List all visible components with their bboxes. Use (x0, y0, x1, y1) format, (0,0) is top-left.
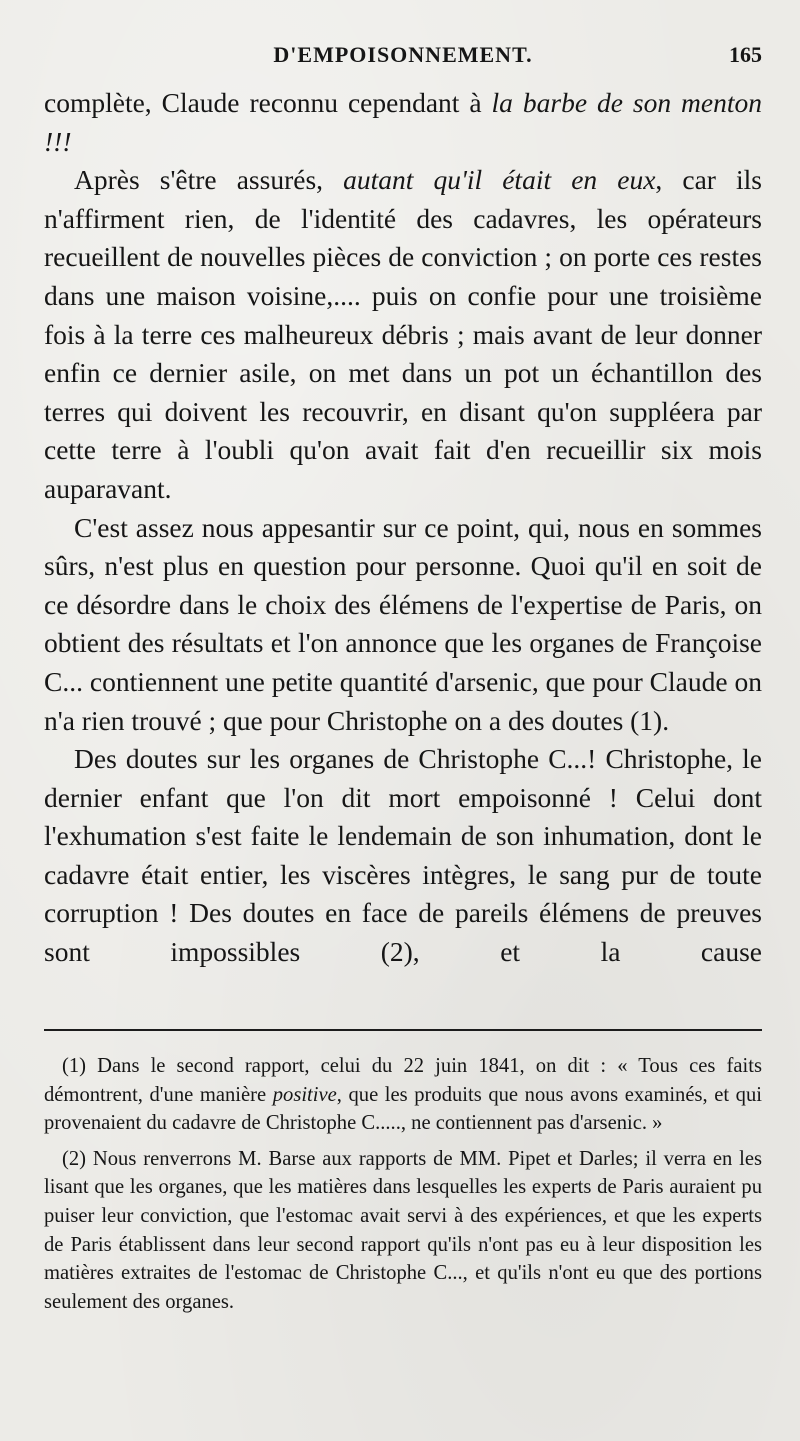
main-text (44, 84, 762, 972)
footnote-rule (44, 1029, 762, 1031)
footnote-text: , que les produits que nous avons examinés, et qui provenaient du cadavre de Christophe C....., ne contiennent pas d'arsenic. » (44, 1083, 762, 1135)
footnote (44, 1052, 762, 1138)
footnote-text: (1) Dans le second rapport, celui du 22 juin 1841, on dit : « Tous ces faits démontrent, d'une manière (44, 1055, 762, 1106)
paragraph: Des doutes sur les organes de Christophe C...! Christophe, le dernier enfant que l'on dit mort empoisonné ! Celui dont l'exhumation s'est faite le lendemain de son inhumation, dont le cadavre était entier, les viscères intègres, le sang pur de toute corruption ! Des doutes en face de pareils élémens de preuves sont impossibles (2), et la cause (44, 743, 762, 968)
italic-phrase: autant qu'il était en eux (343, 164, 656, 196)
paragraph-text: complète, Claude reconnu cependant à (44, 87, 492, 118)
paragraph-continuation (44, 84, 762, 161)
footnotes (44, 1052, 762, 1323)
running-title: D'EMPOISONNEMENT. (273, 42, 533, 67)
paragraph-text: , car ils n'affirment rien, de l'identité des cadavres, les opérateurs recueillent de nouvelles pièces de conviction ; on porte ces restes dans une maison voisine,.... puis on confie pour une troisième fois à la terre ces malheureux débris ; mais avant de leur donner enfin ce dernier asile, on met dans un pot un échantillon des terres qui doivent les recouvrir, en disant qu'on suppléera par cette terre à l'oubli qu'on avait fait d'en recueillir six mois auparavant. (44, 164, 763, 504)
paragraph: C'est assez nous appesantir sur ce point, qui, nous en sommes sûrs, n'est plus en question pour personne. Quoi qu'il en soit de ce désordre dans le choix des élémens de l'expertise de Paris, on obtient des résultats et l'on annonce que les organes de Françoise C... contiennent une petite quantité d'arsenic, que pour Claude on n'a rien trouvé ; que pour Christophe on a des doutes (1). (44, 511, 762, 736)
italic-phrase: la barbe de son menton !!! (44, 87, 763, 157)
italic-word: positive (272, 1083, 337, 1106)
paragraph (44, 161, 762, 508)
paragraph-text: Après s'être assurés, (74, 164, 344, 196)
page-number: 165 (729, 42, 762, 67)
footnote: (2) Nous renverrons M. Barse aux rapports de MM. Pipet et Darles; il verra en les lisant que les organes, que les matières dans lesquelles les experts de Paris auraient pu puiser leur conviction, que l'estomac avait servi à des expériences, et que les experts de Paris établissent dans leur second rapport qu'ils n'ont pas eu à leur disposition les matières extraites de l'estomac de Christophe C..., et qu'ils n'ont eu que des portions seulement des organes. (44, 1147, 762, 1313)
running-header (44, 42, 762, 78)
